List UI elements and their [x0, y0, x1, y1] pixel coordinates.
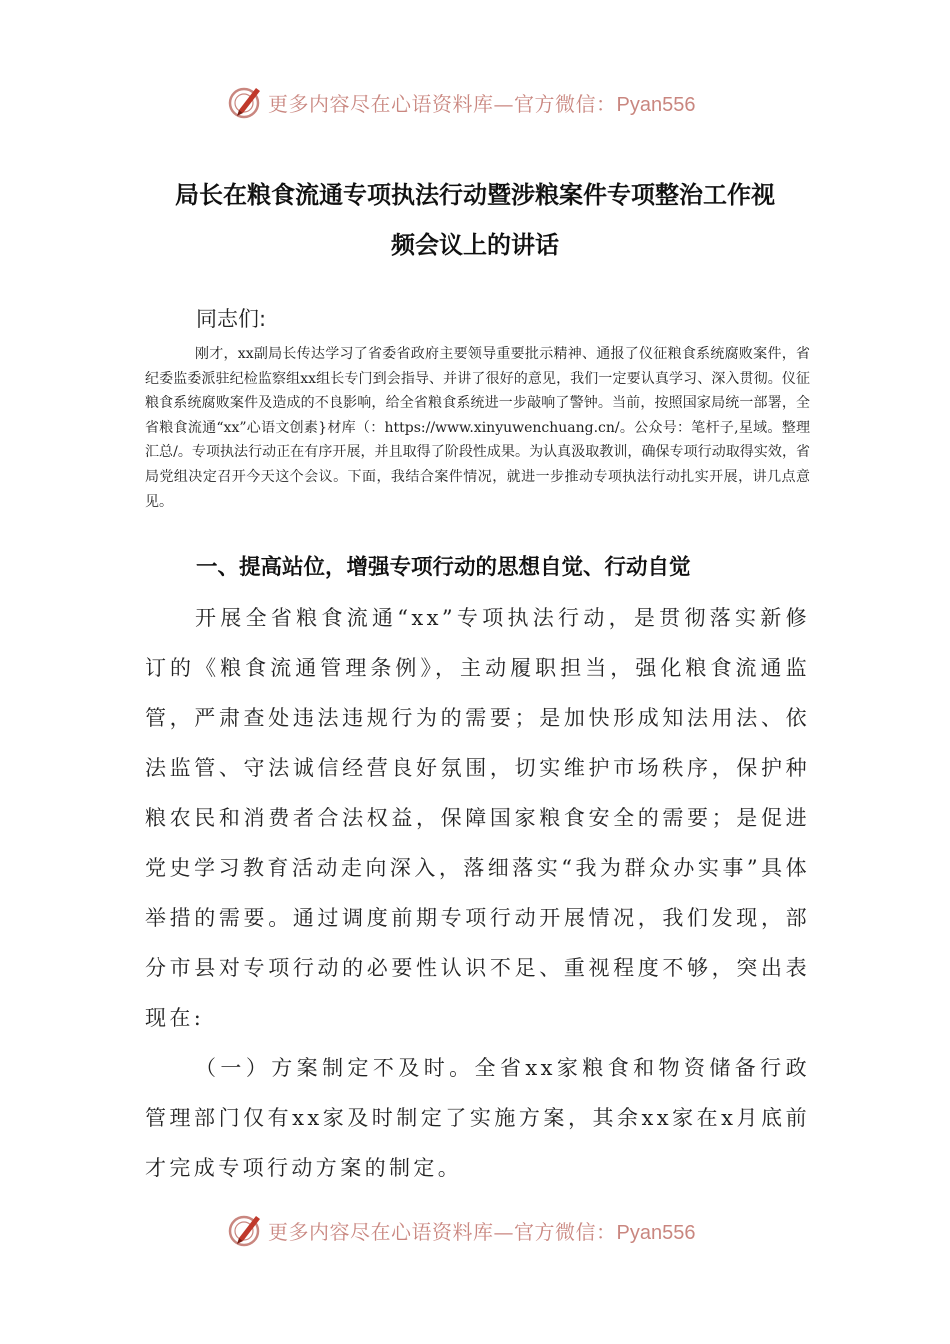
- banner-wechat-label: 官方微信：: [514, 1220, 617, 1244]
- banner-slogan: 更多内容尽在心语资料库: [268, 1220, 494, 1244]
- banner-slogan: 更多内容尽在心语资料库: [268, 92, 494, 116]
- footer-watermark-banner: [0, 1208, 950, 1252]
- pen-logo-icon: [225, 1210, 265, 1250]
- banner-wechat-id: Pyan556: [616, 94, 696, 116]
- section-1-heading: 一、提高站位，增强专项行动的思想自觉、行动自觉: [196, 555, 691, 580]
- document-title: [140, 170, 810, 270]
- subsection-1-paragraph: （一）方案制定不及时。全省xx家粮食和物资储备行政管理部门仅有xx家及时制定了实施方案，其余xx家在x月底前才完成专项行动方案的制定。: [145, 1056, 810, 1180]
- title-line-2: 频会议上的讲话: [391, 231, 559, 259]
- banner-separator: —: [493, 1220, 514, 1244]
- header-watermark-banner: [0, 80, 950, 124]
- banner-wechat-label: 官方微信：: [514, 92, 617, 116]
- section-1-paragraph: 开展全省粮食流通“xx”专项执法行动，是贯彻落实新修订的《粮食流通管理条例》，主动履职担当，强化粮食流通监管，严肃查处违法违规行为的需要；是加快形成知法用法、依法监管、守法诚信经营良好氛围，切实维护市场秩序，保护种粮农民和消费者合法权益，保障国家粮食安全的需要；是促进党史学习教育活动走向深入，落细落实“我为群众办实事”具体举措的需要。通过调度前期专项行动开展情况，我们发现，部分市县对专项行动的必要性认识不足、重视程度不够，突出表现在:: [145, 606, 810, 1030]
- banner-wechat-id: Pyan556: [616, 1222, 696, 1244]
- greeting: 同志们:: [196, 307, 267, 331]
- banner-text: [268, 1216, 695, 1245]
- intro-paragraph: 刚才，xx副局长传达学习了省委省政府主要领导重要批示精神、通报了仪征粮食系统腐败案件，省纪委监委派驻纪检监察组xx组长专门到会指导、并讲了很好的意见，我们一定要认真学习、深入贯彻。仪征粮食系统腐败案件及造成的不良影响，给全省粮食系统进一步敲响了警钟。当前，按照国家局统一部署，全省粮食流通“xx”心语文创素}材库（：https://www.xinyuwenchuang.cn/。公众号：笔杆子,星域。整理汇总/。专项执法行动正在有序开展，并且取得了阶段性成果。为认真汲取教训，确保专项行动取得实效，省局党组决定召开今天这个会议。下面，我结合案件情况，就进一步推动专项执法行动扎实开展，讲几点意见。: [145, 346, 810, 510]
- pen-logo-icon: [225, 82, 265, 122]
- banner-separator: —: [493, 92, 514, 116]
- banner-text: [268, 88, 695, 117]
- title-line-1: 局长在粮食流通专项执法行动暨涉粮案件专项整治工作视: [175, 181, 775, 209]
